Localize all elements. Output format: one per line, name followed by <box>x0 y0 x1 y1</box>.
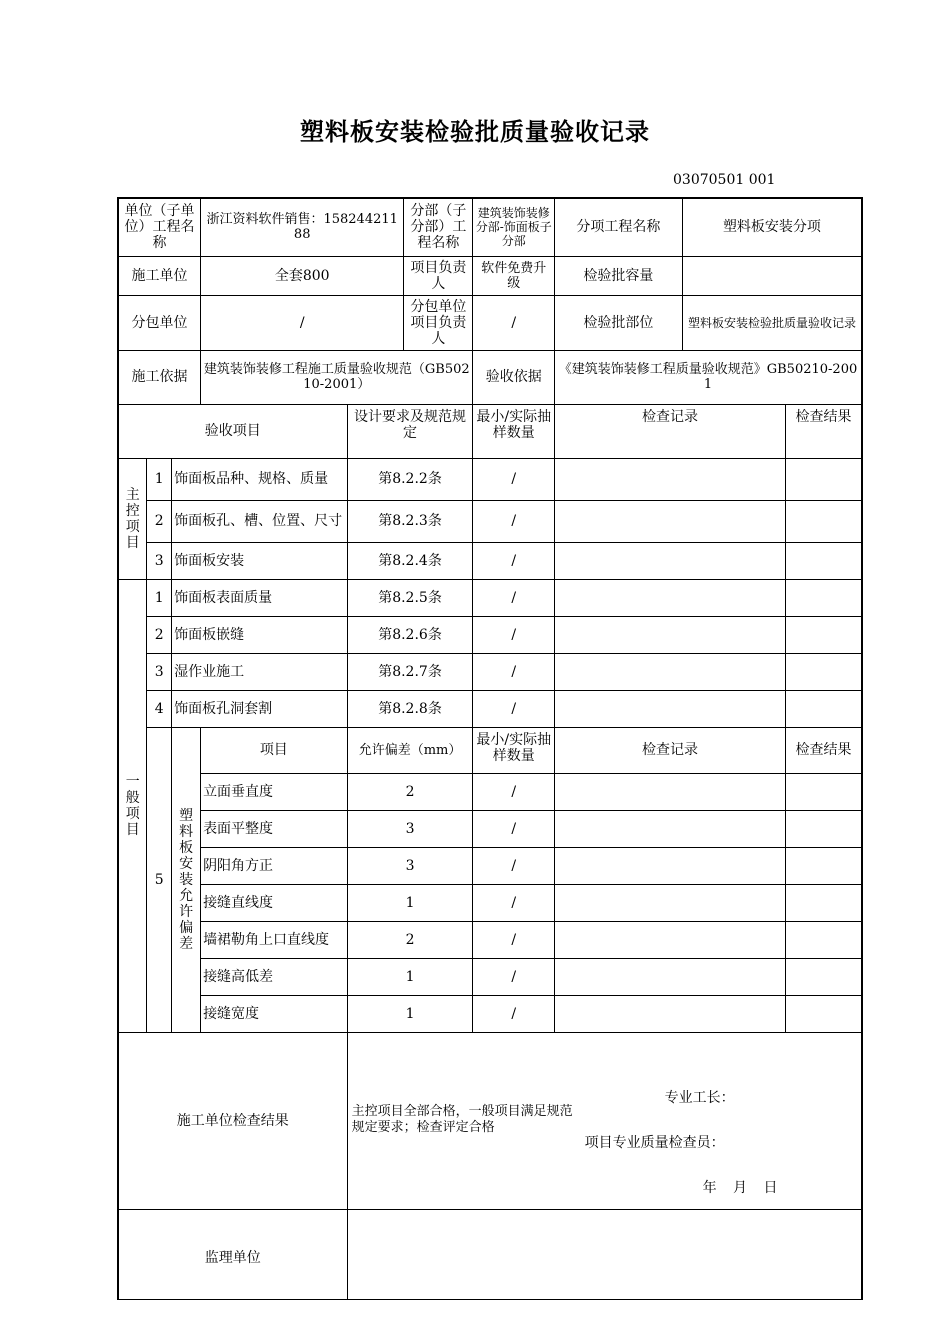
col-header-sample: 最小/实际抽样数量 <box>473 404 555 458</box>
table-row <box>118 958 862 995</box>
inspector-label: 项目专业质量检查员： <box>584 1134 725 1151</box>
capacity-label: 检验批容量 <box>554 256 682 295</box>
check-result <box>786 995 862 1032</box>
sample-count: / <box>473 958 555 995</box>
contractor-value: 全套800 <box>201 256 404 295</box>
construction-basis-label: 施工依据 <box>118 350 201 404</box>
tol-col-sample: 最小/实际抽样数量 <box>473 727 555 773</box>
table-row <box>118 921 862 958</box>
check-result-text: 主控项目全部合格，一般项目满足规范规定要求；检查评定合格 <box>351 1103 573 1135</box>
subcontractor-pm-value: / <box>473 295 555 350</box>
document-code: 03070501 001 <box>673 172 776 188</box>
supervisor-cell <box>347 1209 862 1299</box>
contractor-check-label: 施工单位检查结果 <box>118 1032 347 1209</box>
column-header-row <box>118 404 862 458</box>
row-number: 3 <box>147 542 172 579</box>
subcontractor-pm-label: 分包单位项目负责人 <box>404 295 473 350</box>
tol-item-name: 阴阳角方正 <box>201 847 348 884</box>
tol-item-name: 立面垂直度 <box>201 773 348 810</box>
sample-count: / <box>473 921 555 958</box>
check-record <box>554 995 785 1032</box>
check-result <box>786 884 862 921</box>
check-record <box>554 690 785 727</box>
contractor-check-row <box>118 1032 862 1209</box>
col-header-result: 检查结果 <box>786 404 862 458</box>
tol-value: 2 <box>347 921 473 958</box>
row-number: 1 <box>147 458 172 500</box>
sample-count: / <box>473 773 555 810</box>
check-record <box>554 958 785 995</box>
check-result <box>786 500 862 542</box>
acceptance-basis-label: 验收依据 <box>473 350 555 404</box>
check-record <box>554 773 785 810</box>
tol-item-name: 接缝直线度 <box>201 884 348 921</box>
table-row <box>118 773 862 810</box>
table-row <box>118 653 862 690</box>
sample-count: / <box>473 995 555 1032</box>
check-result <box>786 810 862 847</box>
check-result <box>786 542 862 579</box>
tol-value: 3 <box>347 847 473 884</box>
check-record <box>554 884 785 921</box>
tol-item-name: 表面平整度 <box>201 810 348 847</box>
subitem-value: 塑料板安装分项 <box>682 198 862 256</box>
subcontractor-label: 分包单位 <box>118 295 201 350</box>
check-record <box>554 921 785 958</box>
check-result <box>786 653 862 690</box>
batch-location-label: 检验批部位 <box>554 295 682 350</box>
tol-item-name: 接缝高低差 <box>201 958 348 995</box>
check-result <box>786 690 862 727</box>
clause: 第8.2.6条 <box>347 616 473 653</box>
check-record <box>554 542 785 579</box>
table-row <box>118 847 862 884</box>
subdivision-label: 分部（子分部）工程名称 <box>404 198 473 256</box>
header-row-contractor <box>118 256 862 295</box>
check-result <box>786 579 862 616</box>
col-header-item: 验收项目 <box>118 404 347 458</box>
check-result <box>786 847 862 884</box>
unit-label: 单位（子单位）工程名称 <box>118 198 201 256</box>
clause: 第8.2.5条 <box>347 579 473 616</box>
check-result <box>786 921 862 958</box>
supervisor-label: 监理单位 <box>118 1209 347 1299</box>
table-row <box>118 810 862 847</box>
header-row-unit <box>118 198 862 256</box>
general-items-group-label: 一般项目 <box>118 579 147 1032</box>
clause: 第8.2.8条 <box>347 690 473 727</box>
sample-count: / <box>473 810 555 847</box>
subcontractor-value: / <box>201 295 404 350</box>
table-row <box>118 884 862 921</box>
check-result <box>786 773 862 810</box>
check-record <box>554 579 785 616</box>
table-row <box>118 458 862 500</box>
check-result <box>786 958 862 995</box>
sample-count: / <box>473 847 555 884</box>
main-items-group-label: 主控项目 <box>118 458 147 579</box>
table-row <box>118 616 862 653</box>
clause: 第8.2.4条 <box>347 542 473 579</box>
clause: 第8.2.7条 <box>347 653 473 690</box>
check-result <box>786 458 862 500</box>
col-header-design: 设计要求及规范规定 <box>347 404 473 458</box>
construction-basis-value: 建筑装饰装修工程施工质量验收规范（GB50210-2001） <box>201 350 473 404</box>
form-frame <box>116 197 864 1266</box>
sample-count: / <box>473 579 555 616</box>
tol-value: 3 <box>347 810 473 847</box>
col-header-record: 检查记录 <box>554 404 785 458</box>
sample-count: / <box>473 542 555 579</box>
table-row <box>118 995 862 1032</box>
date-label: 年 月 日 <box>702 1179 778 1196</box>
tol-col-result: 检查结果 <box>786 727 862 773</box>
project-manager-value: 软件免费升级 <box>473 256 555 295</box>
item-name: 湿作业施工 <box>172 653 347 690</box>
table-row <box>118 579 862 616</box>
acceptance-basis-value: 《建筑装饰装修工程质量验收规范》GB50210-2001 <box>554 350 862 404</box>
row-number: 4 <box>147 690 172 727</box>
check-result <box>786 616 862 653</box>
item-name: 饰面板嵌缝 <box>172 616 347 653</box>
check-record <box>554 847 785 884</box>
item-name: 饰面板孔、槽、位置、尺寸 <box>172 500 347 542</box>
document-title: 塑料板安装检验批质量验收记录 <box>300 117 650 146</box>
item-name: 饰面板品种、规格、质量 <box>172 458 347 500</box>
row-number: 5 <box>147 727 172 1032</box>
clause: 第8.2.2条 <box>347 458 473 500</box>
row-number: 1 <box>147 579 172 616</box>
check-record <box>554 616 785 653</box>
contractor-label: 施工单位 <box>118 256 201 295</box>
tol-col-item: 项目 <box>201 727 348 773</box>
sample-count: / <box>473 616 555 653</box>
tol-value: 1 <box>347 884 473 921</box>
sample-count: / <box>473 458 555 500</box>
project-manager-label: 项目负责人 <box>404 256 473 295</box>
inspection-form <box>117 197 863 1300</box>
check-record <box>554 458 785 500</box>
foreman-label: 专业工长： <box>664 1089 735 1106</box>
row-number: 2 <box>147 616 172 653</box>
table-row <box>118 690 862 727</box>
item-name: 饰面板孔洞套割 <box>172 690 347 727</box>
tol-col-record: 检查记录 <box>554 727 785 773</box>
capacity-value <box>682 256 862 295</box>
tol-item-name: 接缝宽度 <box>201 995 348 1032</box>
header-row-subcontractor <box>118 295 862 350</box>
tol-value: 1 <box>347 958 473 995</box>
sample-count: / <box>473 653 555 690</box>
tolerance-header-row <box>118 727 862 773</box>
subdivision-value: 建筑装饰装修分部-饰面板子分部 <box>473 198 555 256</box>
supervisor-row <box>118 1209 862 1299</box>
clause: 第8.2.3条 <box>347 500 473 542</box>
tol-item-name: 墙裙勒角上口直线度 <box>201 921 348 958</box>
table-row <box>118 542 862 579</box>
sample-count: / <box>473 500 555 542</box>
item-name: 饰面板安装 <box>172 542 347 579</box>
contractor-check-cell <box>347 1032 862 1209</box>
tol-col-tolerance: 允许偏差（mm） <box>347 727 473 773</box>
unit-value: 浙江资料软件销售：15824421188 <box>201 198 404 256</box>
subitem-label: 分项工程名称 <box>554 198 682 256</box>
row-number: 3 <box>147 653 172 690</box>
tolerance-group-label: 塑料板安装允许偏差 <box>172 727 201 1032</box>
check-record <box>554 810 785 847</box>
table-row <box>118 500 862 542</box>
sample-count: / <box>473 884 555 921</box>
item-name: 饰面板表面质量 <box>172 579 347 616</box>
check-record <box>554 500 785 542</box>
tol-value: 1 <box>347 995 473 1032</box>
tol-value: 2 <box>347 773 473 810</box>
header-row-basis <box>118 350 862 404</box>
row-number: 2 <box>147 500 172 542</box>
check-record <box>554 653 785 690</box>
sample-count: / <box>473 690 555 727</box>
batch-location-value: 塑料板安装检验批质量验收记录 <box>682 295 862 350</box>
